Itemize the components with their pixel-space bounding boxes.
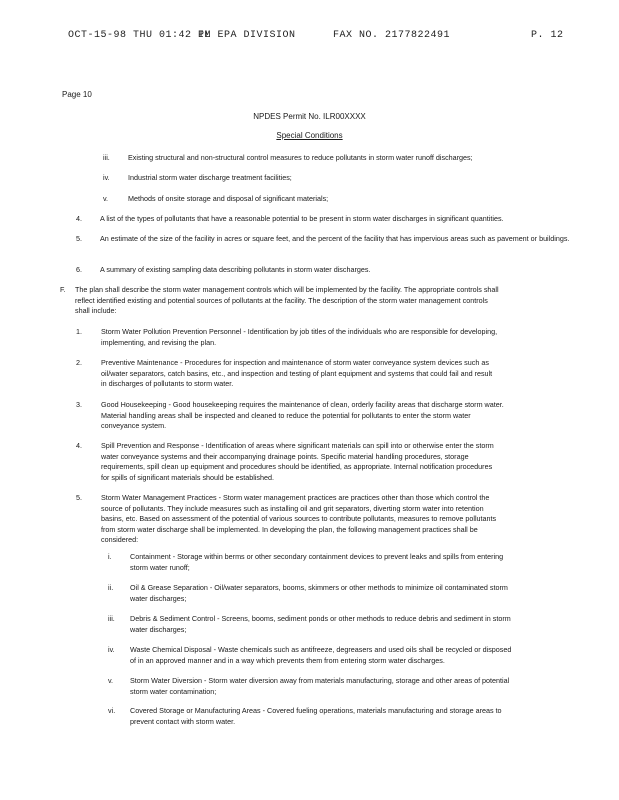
item-marker: v. xyxy=(103,194,109,203)
item-marker: iii. xyxy=(103,153,110,162)
item-marker: 1. xyxy=(76,327,82,336)
text-line: implementing, and revising the plan. xyxy=(101,337,217,347)
text-line: storm water contamination; xyxy=(130,686,217,696)
item-marker: iii. xyxy=(108,614,115,623)
item-marker: ii. xyxy=(108,583,114,592)
text-line: Good Housekeeping - Good housekeeping requires the maintenance of clean, orderly facility areas that discharge storm water. xyxy=(101,400,504,409)
text-line: water conveyance systems and their accompanying drainage points. Specific material handling procedures, storage xyxy=(101,451,469,461)
item-marker: 4. xyxy=(76,441,82,450)
text-line: water discharges; xyxy=(130,624,187,634)
item-marker: 3. xyxy=(76,400,82,409)
item-marker: 4. xyxy=(76,214,82,223)
item-marker: iv. xyxy=(108,645,115,654)
item-marker: iv. xyxy=(103,173,110,182)
list-item xyxy=(130,645,590,666)
text-line: Storm Water Diversion - Storm water diversion away from materials manufacturing, storage and other areas of potential xyxy=(130,676,510,685)
list-item: A summary of existing sampling data describing pollutants in storm water discharges. xyxy=(100,265,371,274)
item-marker: 6. xyxy=(76,265,82,274)
list-item: A list of the types of pollutants that have a reasonable potential to be present in storm water discharges in significant quantities. xyxy=(100,214,504,223)
text-line: reflect identified existing and potential sources of pollutants at the facility. The description of the storm water management controls xyxy=(75,295,488,305)
text-line: considered: xyxy=(101,535,139,544)
text-line: Debris & Sediment Control - Screens, booms, sediment ponds or other methods to reduce debris and sediment in storm xyxy=(130,614,511,623)
fax-sender: IL EPA DIVISION xyxy=(198,30,296,41)
list-item: Industrial storm water discharge treatment facilities; xyxy=(128,173,292,182)
list-item xyxy=(101,441,591,483)
list-item: Existing structural and non-structural control measures to reduce pollutants in storm water runoff discharges; xyxy=(128,153,473,162)
text-line: water discharges; xyxy=(130,593,187,603)
text-line: shall include: xyxy=(75,306,117,315)
text-line: source of pollutants. They include measures such as installing oil and grit separators, diverting storm water into retention xyxy=(101,503,484,513)
item-marker: vi. xyxy=(108,706,116,715)
text-line: Preventive Maintenance - Procedures for inspection and maintenance of storm water conveyance system devices such as xyxy=(101,358,489,367)
text-line: Oil & Grease Separation - Oil/water separators, booms, skimmers or other methods to minimize oil contaminated storm xyxy=(130,583,508,592)
list-item xyxy=(101,400,591,432)
section-f-paragraph xyxy=(75,285,595,317)
item-marker: v. xyxy=(108,676,114,685)
text-line: requirements, spill clean up equipment and procedures should be identified, as appropriate. Internal notification procedures xyxy=(101,462,493,471)
fax-datetime: OCT-15-98 THU 01:42 PM xyxy=(68,30,212,41)
text-line: conveyance system. xyxy=(101,421,167,430)
text-line: Spill Prevention and Response - Identification of areas where significant materials can spill into or otherwise enter the storm xyxy=(101,441,494,450)
text-line: of in an approved manner and in a way which prevents them from entering storm water discharges. xyxy=(130,655,445,665)
text-line: Storm Water Management Practices - Storm water management practices are practices other than those which control the xyxy=(101,493,490,502)
text-line: for spills of significant materials should be established. xyxy=(101,472,274,482)
fax-number: FAX NO. 2177822491 xyxy=(333,30,451,41)
text-line: Covered Storage or Manufacturing Areas - Covered fueling operations, materials manufacturing and storage areas to xyxy=(130,706,502,715)
text-line: in discharges of pollutants to storm water. xyxy=(101,379,234,388)
text-line: Containment - Storage within berms or other secondary containment devices to prevent leaks and spills from entering xyxy=(130,552,504,561)
permit-label: NPDES Permit No. ILR00XXXX xyxy=(253,112,366,121)
text-line: storm water runoff; xyxy=(130,562,190,572)
text-line: Storm Water Pollution Prevention Personnel - Identification by job titles of the individuals who are responsible for developing, xyxy=(101,327,498,336)
text-line: oil/water separators, catch basins, etc., and inspection and testing of plant equipment and systems that could fail and result xyxy=(101,368,493,378)
section-f-marker: F. xyxy=(60,285,66,294)
list-item xyxy=(130,552,590,573)
text-line: from storm water discharge shall be implemented. In developing the plan, the following management practices shall be xyxy=(101,524,478,534)
text-line: Material handling areas shall be inspected and cleaned to reduce the potential for pollutants to enter the storm water xyxy=(101,410,471,420)
list-item: Methods of onsite storage and disposal of significant materials; xyxy=(128,194,329,203)
text-line: basins, etc. Based on assessment of the potential of various sources to contribute pollutants, measures to remove pollutants xyxy=(101,514,497,523)
text-line: The plan shall describe the storm water management controls which will be implemented by the facility. The appropriate controls shall xyxy=(75,285,499,294)
fax-page: P. 12 xyxy=(531,30,564,41)
item-marker: 5. xyxy=(76,234,82,243)
list-item xyxy=(101,327,591,348)
list-item xyxy=(130,676,590,697)
text-line: Waste Chemical Disposal - Waste chemicals such as antifreeze, degreasers and used oils shall be recycled or disposed xyxy=(130,645,512,654)
list-item xyxy=(101,358,591,390)
text-line: prevent contact with storm water. xyxy=(130,716,236,726)
item-marker: 2. xyxy=(76,358,82,367)
list-item xyxy=(130,706,590,727)
page-label: Page 10 xyxy=(62,90,92,99)
list-item: An estimate of the size of the facility in acres or square feet, and the percent of the facility that has impervious areas such as pavement or buildings. xyxy=(100,234,570,243)
item-marker: 5. xyxy=(76,493,82,502)
list-item xyxy=(101,493,591,546)
list-item xyxy=(130,614,590,635)
section-heading: Special Conditions xyxy=(276,131,343,140)
list-item xyxy=(130,583,590,604)
item-marker: i. xyxy=(108,552,112,561)
